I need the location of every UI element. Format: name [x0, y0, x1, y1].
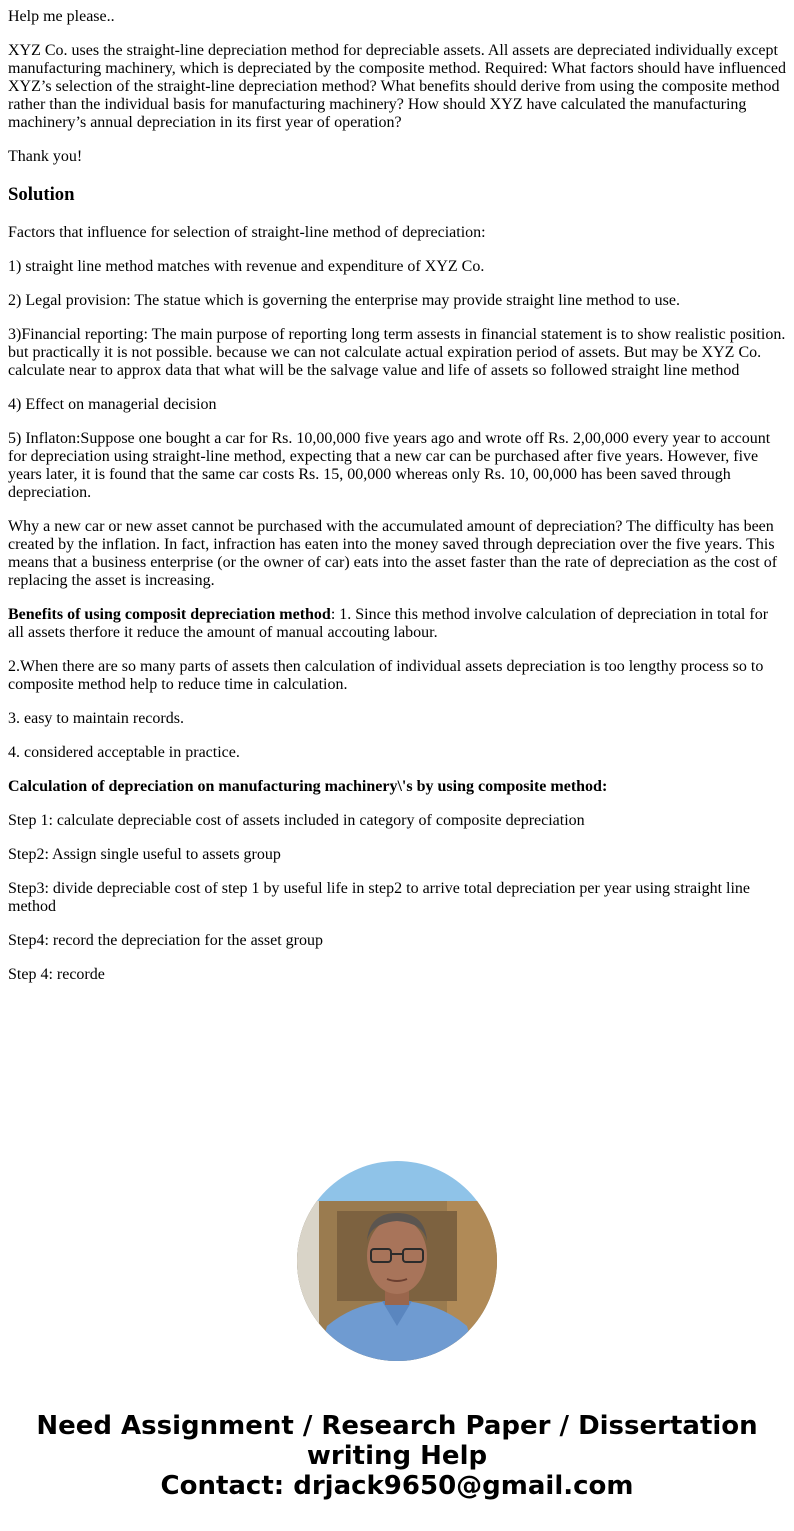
- author-portrait-image: [297, 1161, 497, 1361]
- benefits-paragraph: [8, 606, 786, 642]
- author-avatar: [297, 1161, 497, 1361]
- step-item: Step2: Assign single useful to assets group: [8, 846, 281, 863]
- benefit-item: 4. considered acceptable in practice.: [8, 744, 240, 761]
- footer-contact-email: Contact: drjack9650@gmail.com: [160, 1471, 634, 1501]
- benefits-first-point: : 1. Since this method involve calculation of depreciation in total for all assets therfore it reduce the amount of manual accouting labour.: [8, 606, 769, 641]
- page-content: [0, 8, 794, 984]
- factor-item: 3)Financial reporting: The main purpose of reporting long term assests in financial statement is to show realistic position. but practically it is not possible. because we can not calculate actual expiration period of assets. But may be XYZ Co. calculate near to approx data that what will be the salvage value and life of assets so followed straight line method: [8, 326, 786, 379]
- question-greeting: Help me please..: [8, 8, 115, 25]
- step-item: Step4: record the depreciation for the asset group: [8, 932, 323, 949]
- factors-intro: Factors that influence for selection of straight-line method of depreciation:: [8, 224, 486, 241]
- step-item: Step 4: recorde: [8, 966, 105, 983]
- footer-line: Need Assignment / Research Paper / Dissertation: [36, 1411, 758, 1441]
- factor-item: 4) Effect on managerial decision: [8, 396, 217, 413]
- question-thanks: Thank you!: [8, 148, 83, 165]
- calculation-heading: [8, 778, 786, 796]
- benefits-label: Benefits of using composit depreciation method: [8, 606, 331, 623]
- solution-heading: Solution: [8, 184, 75, 205]
- question-body: XYZ Co. uses the straight-line depreciation method for depreciable assets. All assets are depreciated individually except manufacturing machinery, which is depreciated by the composite method. Required: What factors should have influenced XYZ’s selection of the straight-line depreciation method? What benefits should derive from using the composite method rather than the individual basis for manufacturing machinery? How should XYZ have calculated the manufacturing machinery’s annual depreciation in its first year of operation?: [8, 42, 786, 131]
- calculation-heading-text: Calculation of depreciation on manufacturing machinery\'s by using composite method:: [8, 778, 608, 795]
- factor-item: 5) Inflaton:Suppose one bought a car for Rs. 10,00,000 five years ago and wrote off Rs. 2,00,000 every year to account for depreciation using straight-line method, expecting that a new car can be purchased after five years. However, five years later, it is found that the same car costs Rs. 15, 00,000 whereas only Rs. 10, 00,000 has been saved through depreciation.: [8, 430, 771, 501]
- step-item: Step3: divide depreciable cost of step 1 by useful life in step2 to arrive total depreciation per year using straight line method: [8, 880, 750, 915]
- benefit-item: 3. easy to maintain records.: [8, 710, 184, 727]
- footer-line: writing Help: [306, 1441, 488, 1471]
- factor-item: 1) straight line method matches with revenue and expenditure of XYZ Co.: [8, 258, 485, 275]
- factor-item: 2) Legal provision: The statue which is governing the enterprise may provide straight line method to use.: [8, 292, 680, 309]
- contact-footer: [0, 1411, 794, 1501]
- step-item: Step 1: calculate depreciable cost of assets included in category of composite depreciation: [8, 812, 585, 829]
- inflation-explanation: Why a new car or new asset cannot be purchased with the accumulated amount of depreciation? The difficulty has been created by the inflation. In fact, infraction has eaten into the money saved through depreciation over the five years. This means that a business enterprise (or the owner of car) eats into the asset faster than the rate of depreciation as the cost of replacing the asset is increasing.: [8, 518, 778, 589]
- benefit-item: 2.When there are so many parts of assets then calculation of individual assets depreciation is too lengthy process so to composite method help to reduce time in calculation.: [8, 658, 764, 693]
